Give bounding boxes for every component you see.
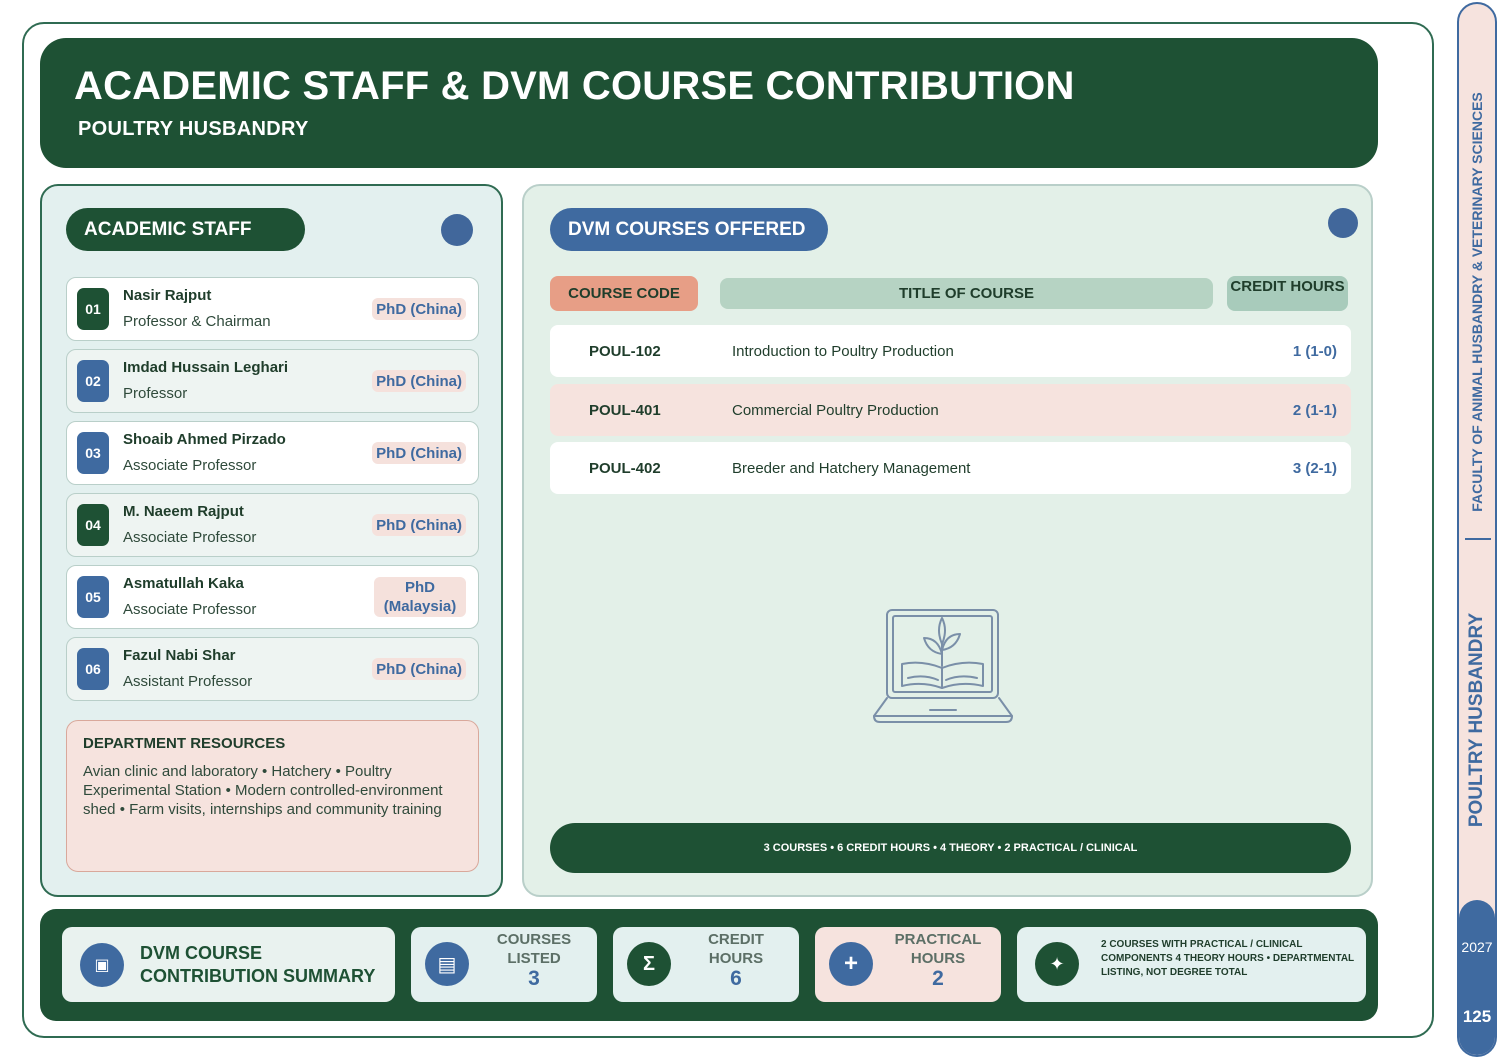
summary-title-card bbox=[62, 927, 395, 1002]
academic-staff-heading: ACADEMIC STAFF bbox=[66, 208, 305, 251]
staff-list bbox=[66, 277, 479, 709]
page-title: ACADEMIC STAFF & DVM COURSE CONTRIBUTION bbox=[74, 64, 1075, 108]
resources-heading: DEPARTMENT RESOURCES bbox=[83, 735, 286, 752]
staff-role: Associate Professor bbox=[123, 529, 257, 546]
column-header-title: TITLE OF COURSE bbox=[720, 278, 1213, 309]
staff-degree-badge: PhD (China) bbox=[372, 442, 466, 464]
contribution-summary-strip bbox=[40, 909, 1378, 1021]
course-title: Introduction to Poultry Production bbox=[732, 342, 954, 360]
summary-title: DVM COURSE CONTRIBUTION SUMMARY bbox=[140, 943, 376, 986]
stat-label: CREDIT HOURS bbox=[708, 931, 764, 967]
faculty-label: FACULTY OF ANIMAL HUSBANDRY & VETERINARY SCIENCES bbox=[1469, 92, 1485, 512]
stat-label: COURSES LISTED bbox=[496, 931, 572, 967]
staff-number-badge: 06 bbox=[77, 648, 109, 690]
column-header-course-code: COURSE CODE bbox=[550, 276, 698, 311]
course-credit: 3 (2-1) bbox=[1292, 459, 1337, 477]
course-title: Breeder and Hatchery Management bbox=[732, 459, 971, 477]
subject-label: POULTRY HUSBANDRY bbox=[1466, 612, 1487, 828]
course-row bbox=[550, 442, 1351, 494]
staff-degree-badge: PhD (China) bbox=[372, 658, 466, 680]
sigma-icon: Σ bbox=[627, 942, 671, 986]
staff-name: Nasir Rajput bbox=[123, 287, 212, 304]
box-icon: ▣ bbox=[80, 943, 124, 987]
section-dot-icon bbox=[1328, 208, 1358, 238]
staff-name: M. Naeem Rajput bbox=[123, 503, 244, 520]
courses-summary-bar: 3 COURSES • 6 CREDIT HOURS • 4 THEORY • 2 PRACTICAL / CLINICAL bbox=[550, 823, 1351, 873]
summary-note: 2 COURSES WITH PRACTICAL / CLINICAL COMPONENTS 4 THEORY HOURS • DEPARTMENTAL LISTING, NOT DEGREE TOTAL bbox=[1101, 939, 1354, 978]
plus-icon: + bbox=[829, 942, 873, 986]
stat-card-courses bbox=[411, 927, 597, 1002]
course-row bbox=[550, 384, 1351, 436]
staff-number-badge: 04 bbox=[77, 504, 109, 546]
sparkle-icon: ✦ bbox=[1035, 942, 1079, 986]
staff-card bbox=[66, 637, 479, 701]
resources-text: Avian clinic and laboratory • Hatchery • Poultry Experimental Station • Modern controlled-environment shed • Farm visits, internships and community training bbox=[83, 763, 443, 818]
course-code: POUL-402 bbox=[589, 459, 661, 477]
staff-name: Imdad Hussain Leghari bbox=[123, 359, 289, 376]
course-code: POUL-401 bbox=[589, 401, 661, 419]
staff-role: Professor & Chairman bbox=[123, 313, 271, 330]
dvm-courses-panel bbox=[522, 184, 1373, 897]
staff-role: Professor bbox=[123, 385, 188, 402]
staff-card bbox=[66, 349, 479, 413]
dvm-courses-heading: DVM COURSES OFFERED bbox=[550, 208, 828, 251]
page-header bbox=[40, 38, 1378, 168]
staff-number-badge: 01 bbox=[77, 288, 109, 330]
year-label: 2027 bbox=[1461, 939, 1493, 955]
stat-card-credit-hours bbox=[613, 927, 799, 1002]
course-code: POUL-102 bbox=[589, 342, 661, 360]
stat-label: PRACTICAL HOURS bbox=[894, 931, 982, 967]
side-tab bbox=[1457, 2, 1497, 1057]
list-icon: ▤ bbox=[425, 942, 469, 986]
staff-role: Associate Professor bbox=[123, 601, 257, 618]
staff-degree-badge: PhD (China) bbox=[372, 298, 466, 320]
staff-degree-badge: PhD (Malaysia) bbox=[374, 577, 466, 617]
course-title: Commercial Poultry Production bbox=[732, 401, 939, 419]
page-number: 125 bbox=[1462, 1007, 1492, 1026]
stat-value: 2 bbox=[932, 967, 944, 990]
staff-degree-badge: PhD (China) bbox=[372, 370, 466, 392]
page-subtitle: POULTRY HUSBANDRY bbox=[78, 118, 309, 140]
staff-card bbox=[66, 421, 479, 485]
staff-name: Shoaib Ahmed Pirzado bbox=[123, 431, 286, 448]
course-row bbox=[550, 325, 1351, 377]
stat-card-practical-hours bbox=[815, 927, 1001, 1002]
staff-card bbox=[66, 565, 479, 629]
staff-degree-badge: PhD (China) bbox=[372, 514, 466, 536]
summary-note-card bbox=[1017, 927, 1366, 1002]
course-credit: 2 (1-1) bbox=[1292, 401, 1337, 419]
academic-staff-panel bbox=[40, 184, 503, 897]
section-dot-icon bbox=[441, 214, 473, 246]
column-header-credit-hours: CREDIT HOURS bbox=[1227, 276, 1348, 311]
staff-number-badge: 03 bbox=[77, 432, 109, 474]
staff-name: Asmatullah Kaka bbox=[123, 575, 244, 592]
department-resources-box bbox=[66, 720, 479, 872]
laptop-book-plant-icon bbox=[872, 608, 1014, 728]
staff-card bbox=[66, 493, 479, 557]
staff-number-badge: 02 bbox=[77, 360, 109, 402]
staff-role: Associate Professor bbox=[123, 457, 257, 474]
course-credit: 1 (1-0) bbox=[1292, 342, 1337, 360]
staff-number-badge: 05 bbox=[77, 576, 109, 618]
side-divider bbox=[1465, 538, 1491, 540]
staff-card bbox=[66, 277, 479, 341]
staff-role: Assistant Professor bbox=[123, 673, 253, 690]
side-tab-footer bbox=[1459, 900, 1495, 1055]
stat-value: 6 bbox=[730, 967, 742, 990]
staff-name: Fazul Nabi Shar bbox=[123, 647, 236, 664]
stat-value: 3 bbox=[528, 967, 540, 990]
